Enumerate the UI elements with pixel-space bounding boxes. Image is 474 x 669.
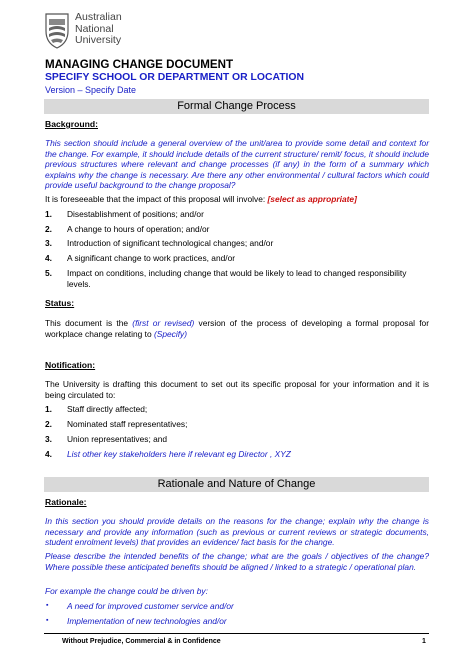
bullet-icon: ▪ (46, 617, 49, 624)
list-number: 4. (45, 449, 52, 459)
rationale-heading: Rationale: (45, 497, 87, 507)
section-title-rationale: Rationale and Nature of Change (44, 477, 429, 492)
list-number: 4. (45, 253, 52, 263)
status-placeholder-version: (first or revised) (132, 318, 195, 328)
impact-intro-text: It is foreseeable that the impact of this proposal will involve: (45, 194, 266, 204)
list-text: Disestablishment of positions; and/or (67, 209, 204, 219)
anu-logo (44, 11, 134, 51)
list-number: 3. (45, 238, 52, 248)
list-number: 2. (45, 224, 52, 234)
document-title: MANAGING CHANGE DOCUMENT (45, 58, 234, 71)
list-text: A need for improved customer service and/or (67, 601, 234, 611)
list-text: Introduction of significant technological changes; and/or (67, 238, 274, 248)
impact-select-note: [select as appropriate] (267, 194, 357, 204)
anu-crest-icon (44, 11, 70, 49)
background-text: This section should include a general overview of the unit/area to provide some detail and context for the change. For example, it should include details of the current structure/ remit/ focus, it should include previous structures where relevant and change processes (if any) in the form of a summary which explains why the change is necessary. Are there any other environmental / cultural factors which could provide useful background to the change proposal? (45, 138, 429, 190)
list-number: 2. (45, 419, 52, 429)
bullet-icon: ▪ (46, 602, 49, 609)
status-text-part: version of the process of developing a formal proposal for workplace change relating to (45, 318, 430, 339)
list-text: Nominated staff representatives; (67, 419, 188, 429)
list-number: 1. (45, 209, 52, 219)
list-text: List other key stakeholders here if relevant eg Director , XYZ (67, 449, 291, 459)
logo-line: University (75, 34, 122, 46)
status-text (45, 318, 429, 339)
list-number: 5. (45, 268, 52, 278)
status-placeholder-specify: (Specify) (153, 328, 187, 339)
logo-line: Australian (75, 11, 122, 23)
impact-intro (45, 194, 429, 205)
rationale-paragraph: Please describe the intended benefits of the change; what are the goals / objectives of the change? Where possible these anticipated benefits should be aligned / linked to a strategic / operational plan. (45, 551, 429, 572)
footer-divider (44, 633, 429, 634)
footer-text: Without Prejudice, Commercial & in Confidence (62, 638, 221, 645)
list-text: A change to hours of operation; and/or (67, 224, 210, 234)
logo-wordmark (75, 12, 122, 47)
notification-heading: Notification: (45, 360, 96, 370)
rationale-paragraph: In this section you should provide details on the reasons for the change; explain why the change is necessary and provide any information (such as previous or current reviews or strategic documents, student enrolment levels) that provides an evidence/ fact basis for the change. (45, 516, 429, 547)
list-text: A significant change to work practices, and/or (67, 253, 236, 263)
list-text: Impact on conditions, including change that would be likely to lead to changed responsibility levels. (67, 268, 407, 289)
document-version: Version – Specify Date (45, 85, 137, 95)
list-number: 3. (45, 434, 52, 444)
page-number: 1 (422, 638, 426, 645)
status-text-part: This document is the (45, 318, 133, 328)
logo-line: National (75, 22, 114, 35)
notification-text: The University is drafting this document to set out its specific proposal for your information and it is being circulated to: (45, 379, 429, 400)
document-subtitle: SPECIFY SCHOOL OR DEPARTMENT OR LOCATION (45, 72, 305, 83)
list-text: Staff directly affected; (67, 404, 148, 414)
section-title-formal-change: Formal Change Process (44, 99, 429, 114)
status-heading: Status: (45, 298, 75, 308)
list-text: Implementation of new technologies and/or (67, 616, 227, 626)
background-heading: Background: (45, 119, 98, 129)
list-text: Union representatives; and (67, 434, 168, 444)
list-number: 1. (45, 404, 52, 414)
rationale-paragraph: For example the change could be driven by: (45, 586, 208, 596)
